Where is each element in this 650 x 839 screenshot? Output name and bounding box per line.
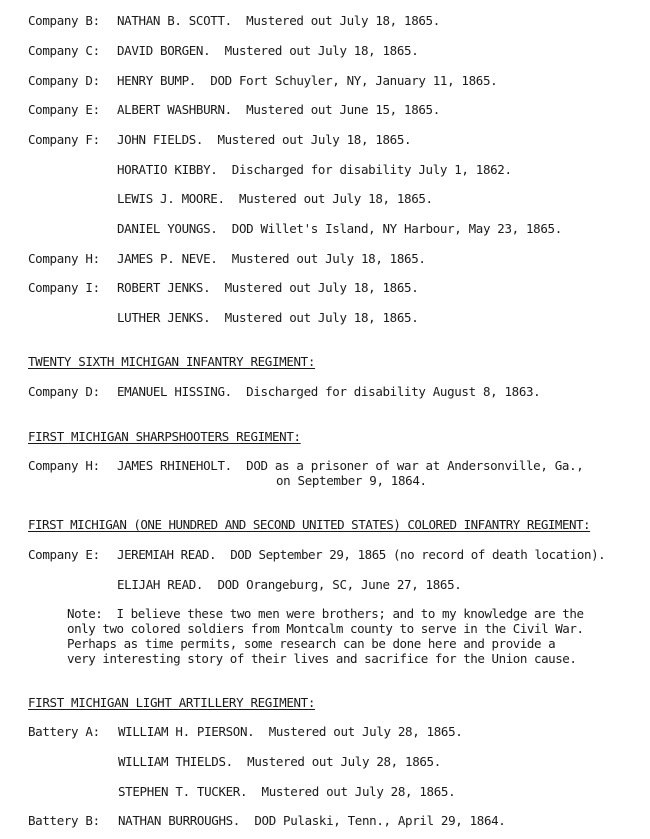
section-heading: FIRST MICHIGAN LIGHT ARTILLERY REGIMENT: [28, 695, 316, 710]
entry-label: Company F: [28, 132, 100, 147]
section-heading: FIRST MICHIGAN (ONE HUNDRED AND SECOND UNITED STATES) COLORED INFANTRY REGIMENT: [28, 517, 591, 532]
entry-text: LUTHER JENKS. Mustered out July 18, 1865. [117, 310, 419, 325]
entry-text: WILLIAM THIELDS. Mustered out July 28, 1865. [118, 754, 441, 769]
entry-text: HORATIO KIBBY. Discharged for disability July 1, 1862. [117, 162, 512, 177]
section-heading: TWENTY SIXTH MICHIGAN INFANTRY REGIMENT: [28, 354, 316, 369]
entry-text: JAMES RHINEHOLT. DOD as a prisoner of war at Andersonville, Ga., [117, 458, 584, 473]
entry-text: EMANUEL HISSING. Discharged for disability August 8, 1863. [117, 384, 541, 399]
note-line: Perhaps as time permits, some research can be done here and provide a [67, 636, 556, 651]
entry-text: WILLIAM H. PIERSON. Mustered out July 28, 1865. [118, 724, 463, 739]
entry-label: Company H: [28, 251, 100, 266]
entry-text: JEREMIAH READ. DOD September 29, 1865 (no record of death location). [117, 547, 606, 562]
entry-text: NATHAN BURROUGHS. DOD Pulaski, Tenn., April 29, 1864. [118, 813, 506, 828]
entry-text: DANIEL YOUNGS. DOD Willet's Island, NY Harbour, May 23, 1865. [117, 221, 562, 236]
entry-text: JAMES P. NEVE. Mustered out July 18, 1865. [117, 251, 426, 266]
note-line: only two colored soldiers from Montcalm county to serve in the Civil War. [67, 621, 584, 636]
entry-text: DAVID BORGEN. Mustered out July 18, 1865. [117, 43, 419, 58]
entry-label: Company E: [28, 102, 100, 117]
entry-text: ALBERT WASHBURN. Mustered out June 15, 1865. [117, 102, 440, 117]
section-heading: FIRST MICHIGAN SHARPSHOOTERS REGIMENT: [28, 429, 301, 444]
entry-label: Company I: [28, 280, 100, 295]
entry-text: NATHAN B. SCOTT. Mustered out July 18, 1865. [117, 13, 440, 28]
entry-text: LEWIS J. MOORE. Mustered out July 18, 1865. [117, 191, 433, 206]
entry-label: Battery A: [28, 724, 100, 739]
entry-label: Company D: [28, 384, 100, 399]
note-line: Note: I believe these two men were brothers; and to my knowledge are the [67, 606, 584, 621]
entry-label: Company H: [28, 458, 100, 473]
entry-text: STEPHEN T. TUCKER. Mustered out July 28, 1865. [118, 784, 456, 799]
entry-label: Company E: [28, 547, 100, 562]
entry-text: HENRY BUMP. DOD Fort Schuyler, NY, January 11, 1865. [117, 73, 498, 88]
entry-continuation: on September 9, 1864. [276, 473, 427, 488]
entry-text: JOHN FIELDS. Mustered out July 18, 1865. [117, 132, 412, 147]
note-line: very interesting story of their lives and sacrifice for the Union cause. [67, 651, 577, 666]
entry-text: ROBERT JENKS. Mustered out July 18, 1865. [117, 280, 419, 295]
entry-label: Company C: [28, 43, 100, 58]
entry-text: ELIJAH READ. DOD Orangeburg, SC, June 27, 1865. [117, 577, 462, 592]
entry-label: Battery B: [28, 813, 100, 828]
entry-label: Company B: [28, 13, 100, 28]
entry-label: Company D: [28, 73, 100, 88]
